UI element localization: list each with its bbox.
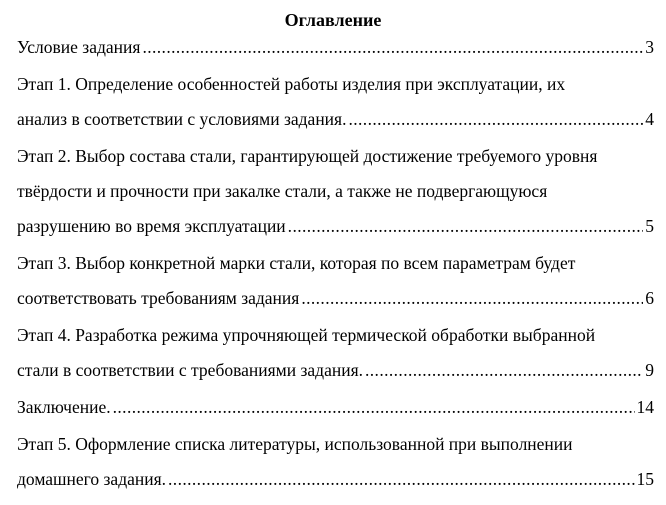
toc-entry-title: Заключение.	[17, 397, 111, 417]
toc-page-number: 4	[645, 109, 654, 129]
toc-entry-title: Условие задания	[17, 37, 141, 57]
toc-entry-stage-1[interactable]	[17, 73, 654, 131]
toc-entry-title-line: Этап 3. Выбор конкретной марки стали, которая по всем параметрам будет	[17, 253, 576, 273]
toc-entry-title-line: твёрдости и прочности при закалке стали, а также не подвергающуюся	[17, 181, 548, 201]
toc-entry-title-line: Этап 5. Оформление списка литературы, использованной при выполнении	[17, 434, 573, 454]
toc-entry-last-line	[17, 215, 654, 238]
toc-entry-last-line	[17, 108, 654, 131]
dot-leader	[348, 108, 643, 131]
toc-page-number: 6	[645, 288, 654, 308]
dot-leader	[142, 36, 643, 59]
toc-entry-last-line	[17, 287, 654, 310]
toc-entry-last-line	[17, 396, 654, 419]
toc-entry-title: разрушению во время эксплуатации	[17, 216, 286, 236]
dot-leader	[113, 396, 635, 419]
toc-entry-title-line: Этап 1. Определение особенностей работы изделия при эксплуатации, их	[17, 74, 566, 94]
toc-entry-stage-2[interactable]	[17, 145, 654, 238]
toc-entry-title: домашнего задания.	[17, 469, 167, 489]
toc-page-number: 3	[645, 37, 654, 57]
dot-leader	[288, 215, 644, 238]
toc-entry-title: соответствовать требованиям задания	[17, 288, 300, 308]
toc-title: Оглавление	[284, 10, 382, 30]
toc-entry-conclusion[interactable]	[17, 396, 654, 419]
toc-entry-title: стали в соответствии с требованиями задания.	[17, 360, 363, 380]
toc-page-number: 15	[636, 469, 654, 489]
toc-list	[17, 36, 654, 505]
toc-entry-last-line	[17, 36, 654, 59]
toc-page-number: 9	[645, 360, 654, 380]
toc-entry-last-line	[17, 468, 654, 491]
toc-entry-stage-5[interactable]	[17, 433, 654, 491]
toc-page-number: 5	[645, 216, 654, 236]
toc-entry-title-line: Этап 2. Выбор состава стали, гарантирующей достижение требуемого уровня	[17, 146, 598, 166]
toc-entry-title: анализ в соответствии с условиями задания.	[17, 109, 347, 129]
toc-entry-task-conditions[interactable]	[17, 36, 654, 59]
dot-leader	[301, 287, 643, 310]
toc-entry-stage-4[interactable]	[17, 324, 654, 382]
toc-entry-last-line	[17, 359, 654, 382]
dot-leader	[365, 359, 643, 382]
toc-page-number: 14	[636, 397, 654, 417]
dot-leader	[168, 468, 634, 491]
toc-entry-title-line: Этап 4. Разработка режима упрочняющей термической обработки выбранной	[17, 325, 596, 345]
toc-entry-stage-3[interactable]	[17, 252, 654, 310]
